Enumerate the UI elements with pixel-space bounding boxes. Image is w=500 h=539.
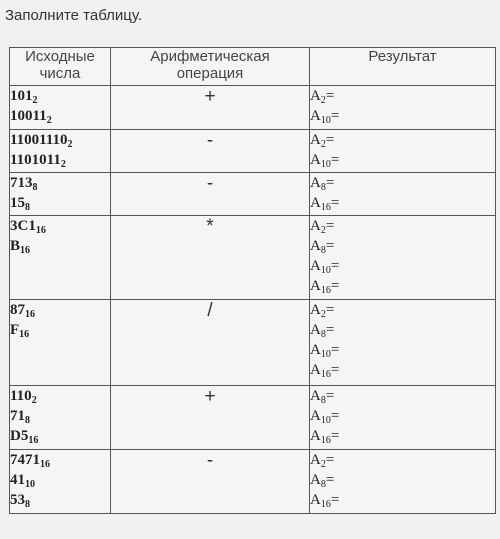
result-equals: = xyxy=(330,428,340,444)
result-base: 8 xyxy=(320,245,326,256)
source-number xyxy=(10,300,110,320)
result-equals: = xyxy=(325,175,335,191)
source-number xyxy=(10,236,110,256)
instruction-text: Заполните таблицу. xyxy=(5,7,143,24)
number-value: 7471 xyxy=(10,452,40,468)
number-value: 71 xyxy=(10,408,25,424)
result-equals: = xyxy=(330,108,340,124)
result-label: A xyxy=(310,195,321,211)
number-base: 16 xyxy=(20,245,31,256)
result-equals: = xyxy=(330,362,340,378)
result-cell xyxy=(310,86,496,130)
result-cell xyxy=(310,173,496,216)
result-equals: = xyxy=(325,322,335,338)
result-equals: = xyxy=(330,195,340,211)
result-label: A xyxy=(310,218,321,234)
result-cell xyxy=(310,386,496,450)
result-equals: = xyxy=(325,88,335,104)
number-value: 101 xyxy=(10,88,33,104)
number-value: F xyxy=(10,322,20,338)
number-base: 8 xyxy=(25,415,30,426)
result-line xyxy=(310,406,495,426)
source-number xyxy=(10,320,110,340)
source-numbers-cell xyxy=(10,173,111,216)
number-value: 87 xyxy=(10,302,25,318)
result-line xyxy=(310,386,495,406)
source-number xyxy=(10,173,110,193)
number-base: 8 xyxy=(25,202,30,213)
source-number xyxy=(10,130,110,150)
result-base: 2 xyxy=(320,95,326,106)
result-base: 8 xyxy=(320,182,326,193)
result-line xyxy=(310,173,495,193)
source-number xyxy=(10,470,110,490)
source-number xyxy=(10,106,110,126)
header-result xyxy=(310,48,496,86)
result-base: 10 xyxy=(320,159,331,170)
result-equals: = xyxy=(330,278,340,294)
result-equals: = xyxy=(325,452,335,468)
result-line xyxy=(310,256,495,276)
number-base: 16 xyxy=(19,329,30,340)
result-equals: = xyxy=(330,492,340,508)
number-base: 8 xyxy=(25,499,30,510)
result-base: 16 xyxy=(320,499,331,510)
result-equals: = xyxy=(325,302,335,318)
result-label: A xyxy=(310,258,321,274)
number-base: 2 xyxy=(46,115,52,126)
result-base: 8 xyxy=(320,479,326,490)
result-cell xyxy=(310,216,496,300)
source-number xyxy=(10,386,110,406)
number-value: B xyxy=(10,238,21,254)
source-numbers-cell xyxy=(10,450,111,514)
operation-symbol: + xyxy=(204,86,216,107)
source-numbers-cell xyxy=(10,386,111,450)
source-number xyxy=(10,150,110,170)
result-line xyxy=(310,490,495,510)
result-label: A xyxy=(310,152,321,168)
result-label: A xyxy=(310,408,321,424)
result-equals: = xyxy=(330,152,340,168)
result-label: A xyxy=(310,452,321,468)
source-numbers-cell xyxy=(10,300,111,386)
result-equals: = xyxy=(330,408,340,424)
operation-symbol: - xyxy=(206,450,214,471)
result-base: 16 xyxy=(320,202,331,213)
result-base: 2 xyxy=(320,225,326,236)
result-label: A xyxy=(310,278,321,294)
result-line xyxy=(310,450,495,470)
source-numbers-cell xyxy=(10,130,111,173)
result-line xyxy=(310,340,495,360)
number-base: 8 xyxy=(32,182,38,193)
result-equals: = xyxy=(325,238,335,254)
result-line xyxy=(310,470,495,490)
result-line xyxy=(310,130,495,150)
source-number xyxy=(10,426,110,446)
number-value: 15 xyxy=(10,195,25,211)
result-base: 8 xyxy=(320,395,326,406)
table-row xyxy=(10,386,496,450)
table-row xyxy=(10,86,496,130)
number-value: 110 xyxy=(10,388,32,404)
result-base: 8 xyxy=(320,329,326,340)
result-label: A xyxy=(310,428,321,444)
operation-symbol: / xyxy=(207,300,213,321)
source-numbers-cell xyxy=(10,216,111,300)
header-source-line-1: Исходные xyxy=(25,48,95,65)
source-number xyxy=(10,450,110,470)
header-operation-line-2: операция xyxy=(176,65,244,82)
number-base: 2 xyxy=(67,139,73,150)
operation-cell xyxy=(111,173,310,216)
result-base: 10 xyxy=(320,415,331,426)
result-cell xyxy=(310,450,496,514)
source-number xyxy=(10,86,110,106)
source-number xyxy=(10,193,110,213)
table-row xyxy=(10,173,496,216)
result-base: 16 xyxy=(320,285,331,296)
result-line xyxy=(310,216,495,236)
table-row xyxy=(10,450,496,514)
number-base: 2 xyxy=(31,395,37,406)
source-number xyxy=(10,490,110,510)
number-value: D5 xyxy=(10,428,29,444)
number-value: 11001110 xyxy=(10,132,68,148)
source-numbers-cell xyxy=(10,86,111,130)
result-base: 2 xyxy=(320,309,326,320)
result-label: A xyxy=(310,472,321,488)
result-base: 10 xyxy=(320,349,331,360)
result-line xyxy=(310,426,495,446)
operation-cell xyxy=(111,386,310,450)
table-row xyxy=(10,300,496,386)
number-base: 2 xyxy=(32,95,38,106)
header-source-line-2: числа xyxy=(39,65,81,82)
result-base: 10 xyxy=(320,265,331,276)
result-label: A xyxy=(310,108,321,124)
result-label: A xyxy=(310,238,321,254)
result-line xyxy=(310,320,495,340)
result-label: A xyxy=(310,492,321,508)
result-label: A xyxy=(310,132,321,148)
number-base: 16 xyxy=(35,225,46,236)
result-label: A xyxy=(310,362,321,378)
header-operation-line-1: Арифметическая xyxy=(150,48,270,65)
operation-symbol: + xyxy=(204,386,216,407)
operation-cell xyxy=(111,86,310,130)
operation-symbol: * xyxy=(206,216,214,237)
result-base: 10 xyxy=(320,115,331,126)
result-equals: = xyxy=(325,472,335,488)
number-value: 713 xyxy=(10,175,33,191)
source-number xyxy=(10,216,110,236)
result-cell xyxy=(310,130,496,173)
result-base: 16 xyxy=(320,369,331,380)
result-label: A xyxy=(310,88,321,104)
result-line xyxy=(310,360,495,380)
number-base: 2 xyxy=(60,159,66,170)
operation-symbol: - xyxy=(206,173,214,194)
result-line xyxy=(310,236,495,256)
result-line xyxy=(310,86,495,106)
result-line xyxy=(310,150,495,170)
number-base: 16 xyxy=(28,435,39,446)
source-number xyxy=(10,406,110,426)
result-equals: = xyxy=(330,342,340,358)
result-equals: = xyxy=(325,132,335,148)
operation-cell xyxy=(111,300,310,386)
result-equals: = xyxy=(330,258,340,274)
result-cell xyxy=(310,300,496,386)
result-line xyxy=(310,300,495,320)
header-source-numbers xyxy=(10,48,111,86)
result-line xyxy=(310,106,495,126)
result-label: A xyxy=(310,388,321,404)
header-row xyxy=(10,48,496,86)
result-line xyxy=(310,193,495,213)
result-label: A xyxy=(310,302,321,318)
number-value: 1101011 xyxy=(10,152,61,168)
table-row xyxy=(10,130,496,173)
result-base: 16 xyxy=(320,435,331,446)
conversion-table xyxy=(9,47,496,514)
operation-cell xyxy=(111,130,310,173)
number-value: 10011 xyxy=(10,108,47,124)
number-value: 53 xyxy=(10,492,25,508)
result-label: A xyxy=(310,322,321,338)
result-equals: = xyxy=(325,218,335,234)
result-equals: = xyxy=(325,388,335,404)
operation-cell xyxy=(111,216,310,300)
table-row xyxy=(10,216,496,300)
operation-cell xyxy=(111,450,310,514)
result-label: A xyxy=(310,175,321,191)
number-value: 3C1 xyxy=(10,218,36,234)
result-label: A xyxy=(310,342,321,358)
result-base: 2 xyxy=(320,459,326,470)
number-value: 41 xyxy=(10,472,25,488)
header-result-line-1: Результат xyxy=(368,48,437,65)
number-base: 16 xyxy=(40,459,50,470)
result-base: 2 xyxy=(320,139,326,150)
operation-symbol: - xyxy=(206,130,214,151)
number-base: 16 xyxy=(25,309,35,320)
result-line xyxy=(310,276,495,296)
header-operation xyxy=(111,48,310,86)
number-base: 10 xyxy=(25,479,35,490)
